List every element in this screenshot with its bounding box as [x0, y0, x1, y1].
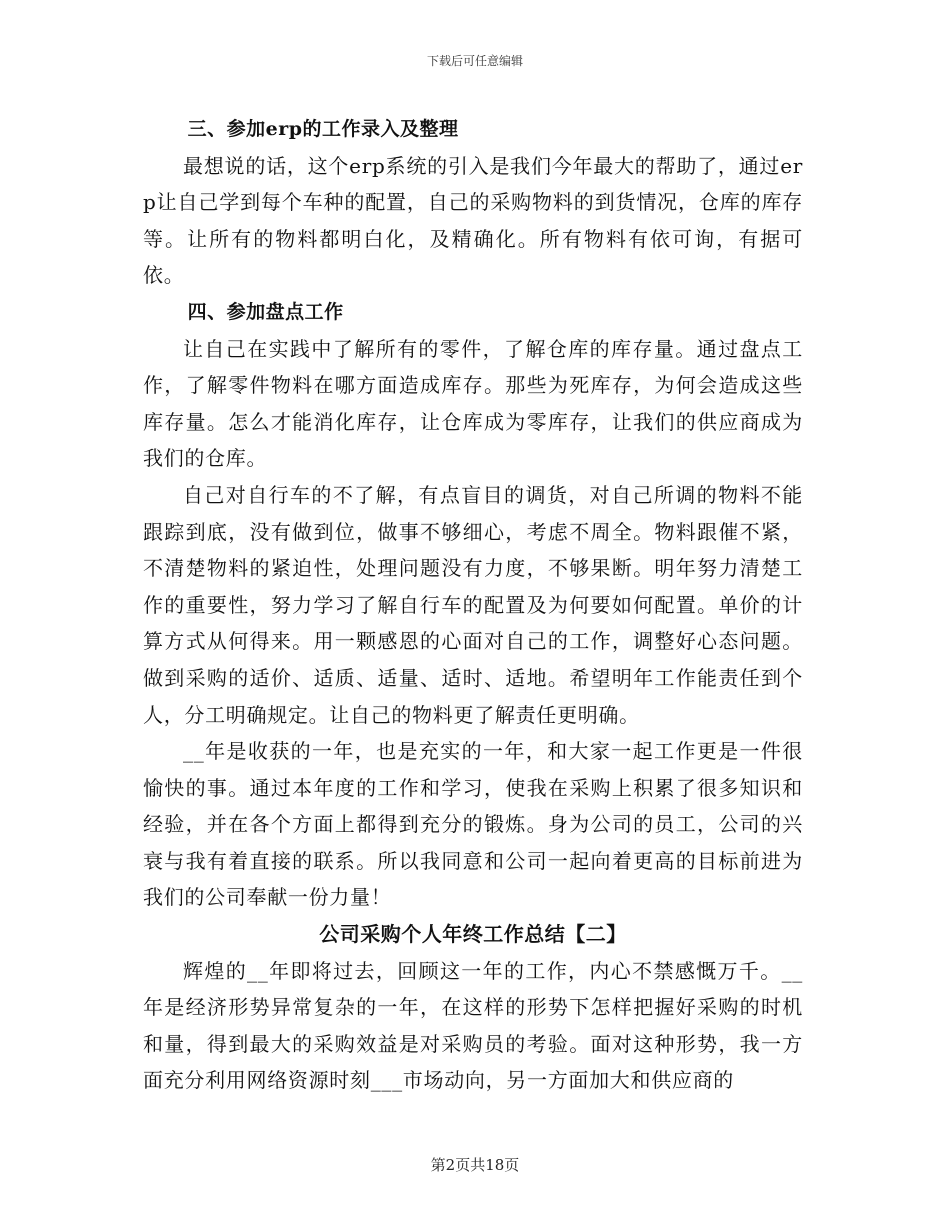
page-header: 下载后可任意编辑 — [426, 54, 523, 68]
document-title-two: 公司采购个人年终工作总结【二】 — [319, 922, 627, 947]
paragraph-year-summary: __年是收获的一年，也是充实的一年，和大家一起工作更是一件很愉快的事。通过本年度的工作和学习，使我在采购上积累了很多知识和经验，并在各个方面上都得到充分的锻炼。身为公司的员工，公司的兴衰与我有着直接的联系。所以我同意和公司一起向着更高的目标前进为我们的公司奉献一份力量！ — [143, 739, 803, 910]
paragraph-self-review: 自己对自行车的不了解，有点盲目的调货，对自己所调的物料不能跟踪到底，没有做到位，做事不够细心，考虑不周全。物料跟催不紧，不清楚物料的紧迫性，处理问题没有力度，不够果断。明年努力清楚工作的重要性，努力学习了解自行车的配置及为何要如何配置。单价的计算方式从何得来。用一颗感恩的心面对自己的工作，调整好心态问题。做到采购的适价、适质、适量、适时、适地。希望明年工作能责任到个人，分工明确规定。让自己的物料更了解责任更明确。 — [143, 482, 803, 727]
page-footer: 第2页共18页 — [430, 1156, 520, 1174]
document-body — [143, 111, 803, 1099]
paragraph-erp: 最想说的话，这个erp系统的引入是我们今年最大的帮助了，通过erp让自己学到每个车种的配置，自己的采购物料的到货情况，仓库的库存等。让所有的物料都明白化，及精确化。所有物料有依可询，有据可依。 — [143, 153, 803, 288]
paragraph-intro-two: 辉煌的__年即将过去，回顾这一年的工作，内心不禁感慨万千。__年是经济形势异常复杂的一年，在这样的形势下怎样把握好采购的时机和量，得到最大的采购效益是对采购员的考验。面对这种形势，我一方面充分利用网络资源时刻___市场动向，另一方面加大和供应商的 — [143, 958, 803, 1093]
section-heading-4: 四、参加盘点工作 — [187, 300, 344, 323]
paragraph-inventory: 让自己在实践中了解所有的零件，了解仓库的库存量。通过盘点工作，了解零件物料在哪方面造成库存。那些为死库存，为何会造成这些库存量。怎么才能消化库存，让仓库成为零库存，让我们的供应商成为我们的仓库。 — [143, 336, 803, 471]
section-heading-3: 三、参加erp的工作录入及整理 — [187, 118, 459, 140]
